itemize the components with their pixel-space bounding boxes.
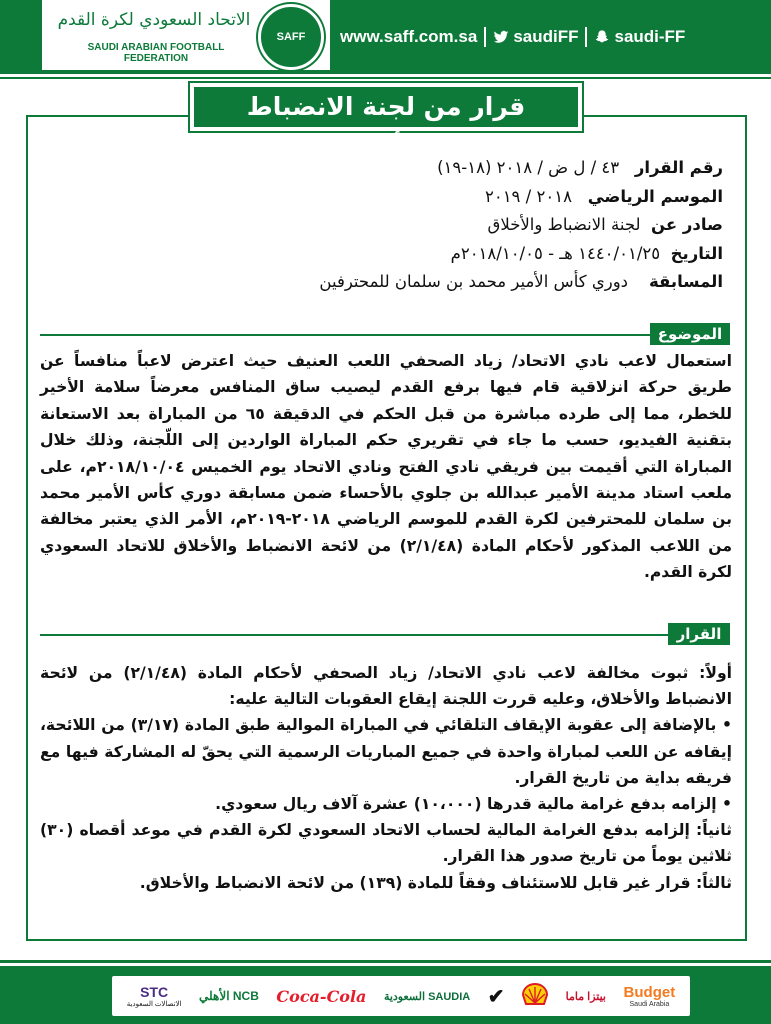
- decision-item-first: أولاً: ثبوت مخالفة لاعب نادي الاتحاد/ زياد الصحفي لأحكام المادة (٢/١/٤٨) من لائحة الانضباط والأخلاق، وعليه قررت اللجنة إيقاع العقوبات التالية عليه:: [40, 664, 733, 709]
- sponsor-nike: [488, 984, 505, 1009]
- decision-text: [40, 660, 732, 896]
- ncb-logo-icon: الأهلي NCB: [199, 989, 259, 1003]
- meta-value: ٤٣ / ل ض / ٢٠١٨ (١٨-١٩): [437, 158, 620, 177]
- meta-label: التاريخ: [670, 243, 723, 263]
- page-title: قرار من لجنة الانضباط والأخلاق: [246, 92, 526, 161]
- federation-name-arabic: الاتحاد السعودي لكرة القدم: [57, 10, 251, 30]
- logo-text: SAFF: [276, 31, 306, 43]
- meta-row-decision-number: [43, 154, 723, 183]
- sponsors-strip: [112, 976, 690, 1016]
- meta-row-competition: [43, 268, 723, 297]
- header-left-bar: [0, 0, 42, 70]
- footer-stripe: [0, 960, 771, 963]
- sponsor-pizza: [566, 989, 606, 1003]
- snapchat-icon: [594, 29, 610, 45]
- sponsor-ncb: [199, 989, 259, 1003]
- shell-logo-icon: [522, 983, 548, 1007]
- saudia-logo-icon: السعودية SAUDIA: [383, 991, 471, 1003]
- pizza-logo-icon: بيتزا ماما: [565, 991, 606, 1003]
- title-box: [190, 83, 582, 161]
- website-link[interactable]: www.saff.com.sa: [340, 27, 478, 46]
- meta-value: لجنة الانضباط والأخلاق: [487, 215, 641, 234]
- meta-value: ٢٠١٨ / ٢٠١٩: [484, 186, 572, 206]
- sponsor-coca-cola: [276, 987, 366, 1006]
- decision-rule: [40, 634, 668, 636]
- sponsor-budget: [624, 984, 676, 1008]
- subject-paragraph: استعمال لاعب نادي الاتحاد/ زياد الصحفي اللعب العنيف حيث اعترض لاعباً منافساً عن طريق حركة انزلاقية قام فيها برفع القدم ليصيب ساق المنافس معرضاً سلامة الأخير للخطر، مما إلى طرده مباشرة من قبل الحكم في الدقيقة ٦٥ من المباراة بعد الاستعانة بتقنية الفيديو، حسب ما جاء في تقريري حكم المباراة الواردين إلى اللّجنة، وذلك خلال المباراة التي أقيمت بين فريقي نادي الفتح ونادي الاتحاد يوم الخميس ٢٠١٨/١٠/٠٤م، على ملعب استاد مدينة الأمير عبدالله بن جلوي بالأحساء ضمن مسابقة دوري كأس الأمير محمد بن سلمان للمحترفين لكرة القدم للموسم الرياضي ٢٠١٨-٢٠١٩م، الأمر الذي يعتبر مخالفة من اللاعب المذكور لأحكام المادة (٢/١/٤٨) من لائحة الانضباط والأخلاق للاتحاد السعودي لكرة القدم.: [40, 352, 732, 582]
- decision-bullet-fine: • إلزامه بدفع غرامة مالية قدرها (١٠،٠٠٠) عشرة آلاف ريال سعودي.: [215, 795, 732, 814]
- decision-item-third: ثالثاً: قرار غير قابل للاستئناف وفقاً للمادة (١٣٩) من لائحة الانضباط والأخلاق.: [139, 873, 732, 892]
- twitter-handle[interactable]: saudiFF: [513, 27, 579, 46]
- sponsor-sub: Saudi Arabia: [629, 1001, 670, 1008]
- decision-item-second: ثانياً: إلزامه بدفع الغرامة المالية لحساب الاتحاد السعودي لكرة القدم في موعد أقصاه (٣٠) ثلاثين يوماً من تاريخ صدور هذا القرار.: [40, 821, 732, 866]
- meta-value: ١٤٤٠/٠١/٢٥ هـ - ٢٠١٨/١٠/٠٥م: [450, 243, 661, 263]
- sponsor-saudia: [384, 989, 470, 1003]
- meta-label: رقم القرار: [634, 158, 723, 177]
- twitter-icon: [493, 29, 509, 45]
- header-stripe: [0, 70, 771, 74]
- saff-logo-icon: [258, 4, 324, 70]
- snapchat-handle[interactable]: saudi-FF: [614, 27, 686, 46]
- meta-label: الموسم الرياضي: [587, 186, 723, 206]
- subject-rule: [40, 334, 650, 336]
- meta-row-date: [43, 240, 723, 269]
- contact-info: [340, 22, 685, 52]
- stc-logo-icon: STC: [140, 984, 169, 1000]
- subject-heading: الموضوع: [650, 323, 730, 345]
- decision-metadata: [43, 154, 723, 297]
- divider: [585, 27, 587, 47]
- sponsor-sub: الاتصالات السعودية: [126, 1001, 182, 1008]
- header-stripe-thin: [0, 77, 771, 79]
- meta-value: دوري كأس الأمير محمد بن سلمان للمحترفين: [319, 272, 629, 291]
- federation-name-english: SAUDI ARABIAN FOOTBALL FEDERATION: [87, 42, 225, 64]
- meta-label: المسابقة: [649, 272, 723, 291]
- sponsor-shell: [522, 983, 548, 1010]
- budget-logo-icon: Budget: [623, 984, 676, 1001]
- nike-logo-icon: ✔: [487, 985, 505, 1008]
- meta-row-issuer: [43, 211, 723, 240]
- divider: [484, 27, 486, 47]
- meta-label: صادر عن: [651, 215, 723, 234]
- sponsor-stc: [127, 984, 182, 1008]
- coca-cola-logo-icon: Coca-Cola: [276, 986, 367, 1006]
- decision-bullet-suspension: • بالإضافة إلى عقوبة الإيقاف التلقائي في المباراة الموالية طبق المادة (٣/١٧) من اللائحة، إيقافه عن اللعب لمباراة واحدة في جميع المباريات الرسمية التي يحقّ له المشاركة فيها مع فريقه بداية من تاريخ القرار.: [40, 716, 733, 787]
- subject-text: [40, 348, 732, 586]
- header: [0, 0, 771, 84]
- decision-heading: القرار: [668, 623, 730, 645]
- meta-row-season: [43, 183, 723, 212]
